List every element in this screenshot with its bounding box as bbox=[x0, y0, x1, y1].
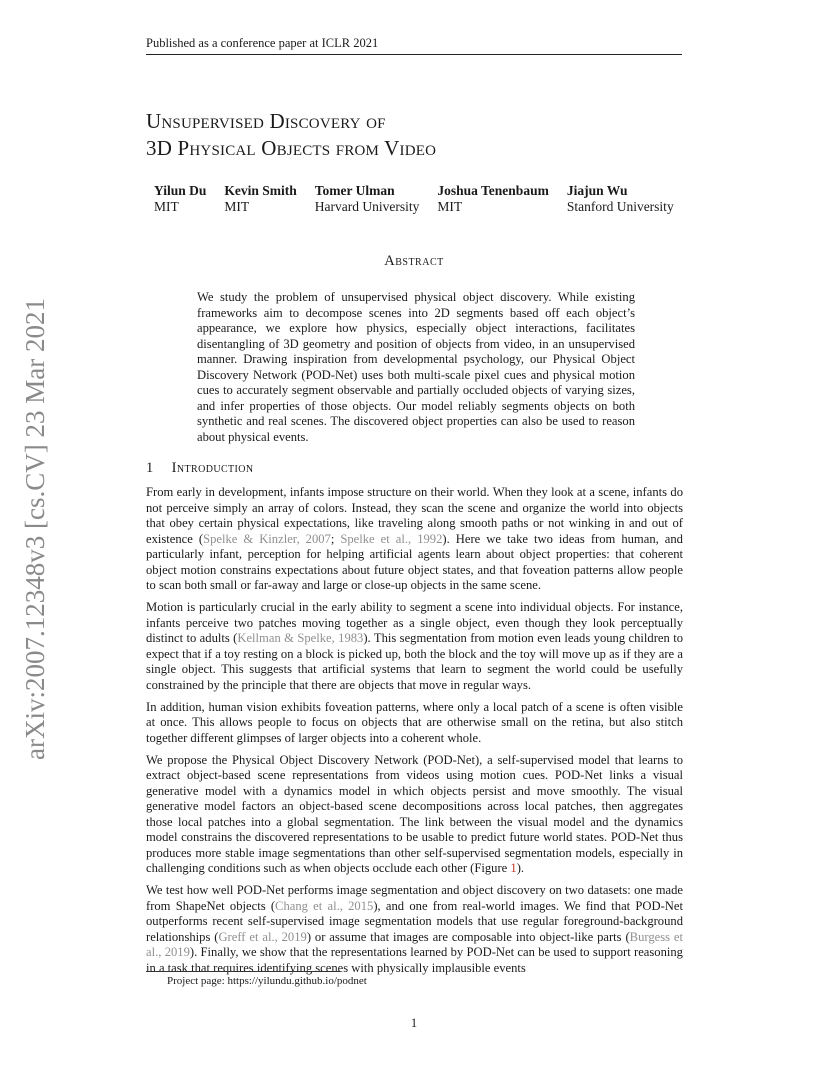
author-list bbox=[154, 183, 692, 215]
body-text bbox=[146, 485, 683, 983]
author-affiliation: MIT bbox=[154, 199, 179, 214]
author bbox=[154, 183, 206, 215]
paragraph bbox=[146, 753, 683, 877]
text-run: ). This segmentation from motion even leads young children to expect that if a toy resting on a block is picked up, both the block and the toy will move up as if they are a single object. This suggests that artificial systems that learn to segment the world could be usefully constrained by the principle that there are objects that move in regular ways. bbox=[146, 631, 683, 692]
title-line-1: Unsupervised Discovery of bbox=[146, 109, 386, 133]
section-title: Introduction bbox=[171, 460, 254, 476]
text-run: ; bbox=[330, 531, 341, 546]
author bbox=[224, 183, 296, 215]
text-run: ), and one from real-world images. We find that POD-Net outperforms recent self-supervised image segmentation models that use regular foreground-background relationships ( bbox=[146, 898, 683, 944]
abstract-text: We study the problem of unsupervised physical object discovery. While existing frameworks aim to decompose scenes into 2D segments based off each object’s appearance, we explore how physics, especially object interactions, facilitates disentangling of 3D geometry and position of objects from video, in an unsupervised manner. Drawing inspiration from developmental psychology, our Physical Object Discovery Network (POD-Net) uses both multi-scale pixel cues and physical motion cues to accurately segment observable and partially occluded objects of varying sizes, and infer properties of those objects. Our model reliably segments objects on both synthetic and real scenes. The discovered object properties can also be used to reason about physical events. bbox=[197, 290, 635, 444]
footnote-rule bbox=[146, 971, 340, 972]
paragraph bbox=[146, 485, 683, 594]
page-number: 1 bbox=[410, 1016, 418, 1030]
citation-link[interactable]: Burgess et al., 2019 bbox=[146, 929, 684, 959]
text-run: ). bbox=[516, 861, 525, 875]
citation-link[interactable]: Spelke & Kinzler, 2007 bbox=[203, 531, 331, 546]
footnote: Project page: https://yilundu.github.io/podnet bbox=[167, 975, 367, 987]
author-affiliation: Harvard University bbox=[314, 199, 420, 214]
author-affiliation: MIT bbox=[224, 199, 250, 214]
text-run: We test how well POD-Net performs image segmentation and object discovery on two datasets: one made from ShapeNet objects ( bbox=[146, 883, 683, 913]
text-run: ) or assume that images are composable into object-like parts ( bbox=[306, 929, 630, 944]
author bbox=[437, 183, 548, 215]
abstract-heading: Abstract bbox=[384, 253, 444, 269]
author-name: Joshua Tenenbaum bbox=[437, 183, 549, 198]
section-number: 1 bbox=[146, 460, 154, 476]
author bbox=[567, 183, 674, 215]
paragraph bbox=[146, 600, 683, 693]
arxiv-stamp: arXiv:2007.12348v3 [cs.CV] 23 Mar 2021 bbox=[20, 298, 50, 760]
text-run: From early in development, infants impose structure on their world. When they look at a scene, infants do not perceive simply an array of colors. Instead, they scan the scene and organize the world into objects that obey certain physical expectations, like traveling along smooth paths or not winking in and out of existence ( bbox=[146, 485, 683, 546]
author-affiliation: Stanford University bbox=[566, 199, 674, 214]
title-line-2: 3D Physical Objects from Video bbox=[146, 136, 437, 160]
figure-link[interactable]: 1 bbox=[510, 861, 517, 875]
text-run: Motion is particularly crucial in the early ability to segment a scene into individual objects. For instance, infants perceive two patches moving together as a single object, even though they look perceptually distinct to adults ( bbox=[146, 600, 683, 645]
section-heading bbox=[146, 460, 254, 477]
text-run: ). Here we take two ideas from human, and particularly infant, perception for helping artificial agents learn about object properties: that coherent object motion constrains expectations about future object states, and that foveation patterns allow people to scan both small or far-away and large or close-up objects in the same scene. bbox=[146, 531, 683, 592]
author-name: Kevin Smith bbox=[224, 183, 297, 198]
citation-link[interactable]: Kellman & Spelke, 1983 bbox=[237, 631, 364, 645]
author-affiliation: MIT bbox=[437, 199, 463, 214]
citation-link[interactable]: Chang et al., 2015 bbox=[275, 898, 374, 913]
citation-link[interactable]: Spelke et al., 1992 bbox=[340, 531, 443, 546]
author bbox=[315, 183, 420, 215]
running-header: Published as a conference paper at ICLR 2021 bbox=[146, 36, 682, 55]
paper-title bbox=[146, 108, 706, 162]
citation-link[interactable]: Greff et al., 2019 bbox=[218, 929, 307, 944]
text-run: ). Finally, we show that the representations learned by POD-Net can be used to support reasoning in a task that requires identifying scenes with physically implausible events bbox=[146, 945, 683, 975]
author-name: Tomer Ulman bbox=[314, 183, 395, 198]
paragraph bbox=[146, 883, 683, 976]
author-name: Jiajun Wu bbox=[566, 183, 628, 198]
author-name: Yilun Du bbox=[154, 183, 207, 198]
paragraph: In addition, human vision exhibits foveation patterns, where only a local patch of a scene is often visible at once. This allows people to focus on objects that are otherwise small on the retina, but also stitch together different glimpses of larger objects into a coherent whole. bbox=[146, 699, 683, 745]
text-run: We propose the Physical Object Discovery Network (POD-Net), a self-supervised model that learns to extract object-based scene representations from videos using motion cues. POD-Net links a visual generative model with a dynamics model in which objects persist and move smoothly. The visual generative model factors an object-based scene decompositions across local patches, then aggregates those local patches into a global segmentation. The link between the visual model and the dynamics model constrains the discovered representations to be usable to predict future world states. POD-Net thus produces more stable image segmentations than other self-supervised segmentation models, especially in challenging conditions such as when objects occlude each other (Figure bbox=[146, 752, 683, 875]
